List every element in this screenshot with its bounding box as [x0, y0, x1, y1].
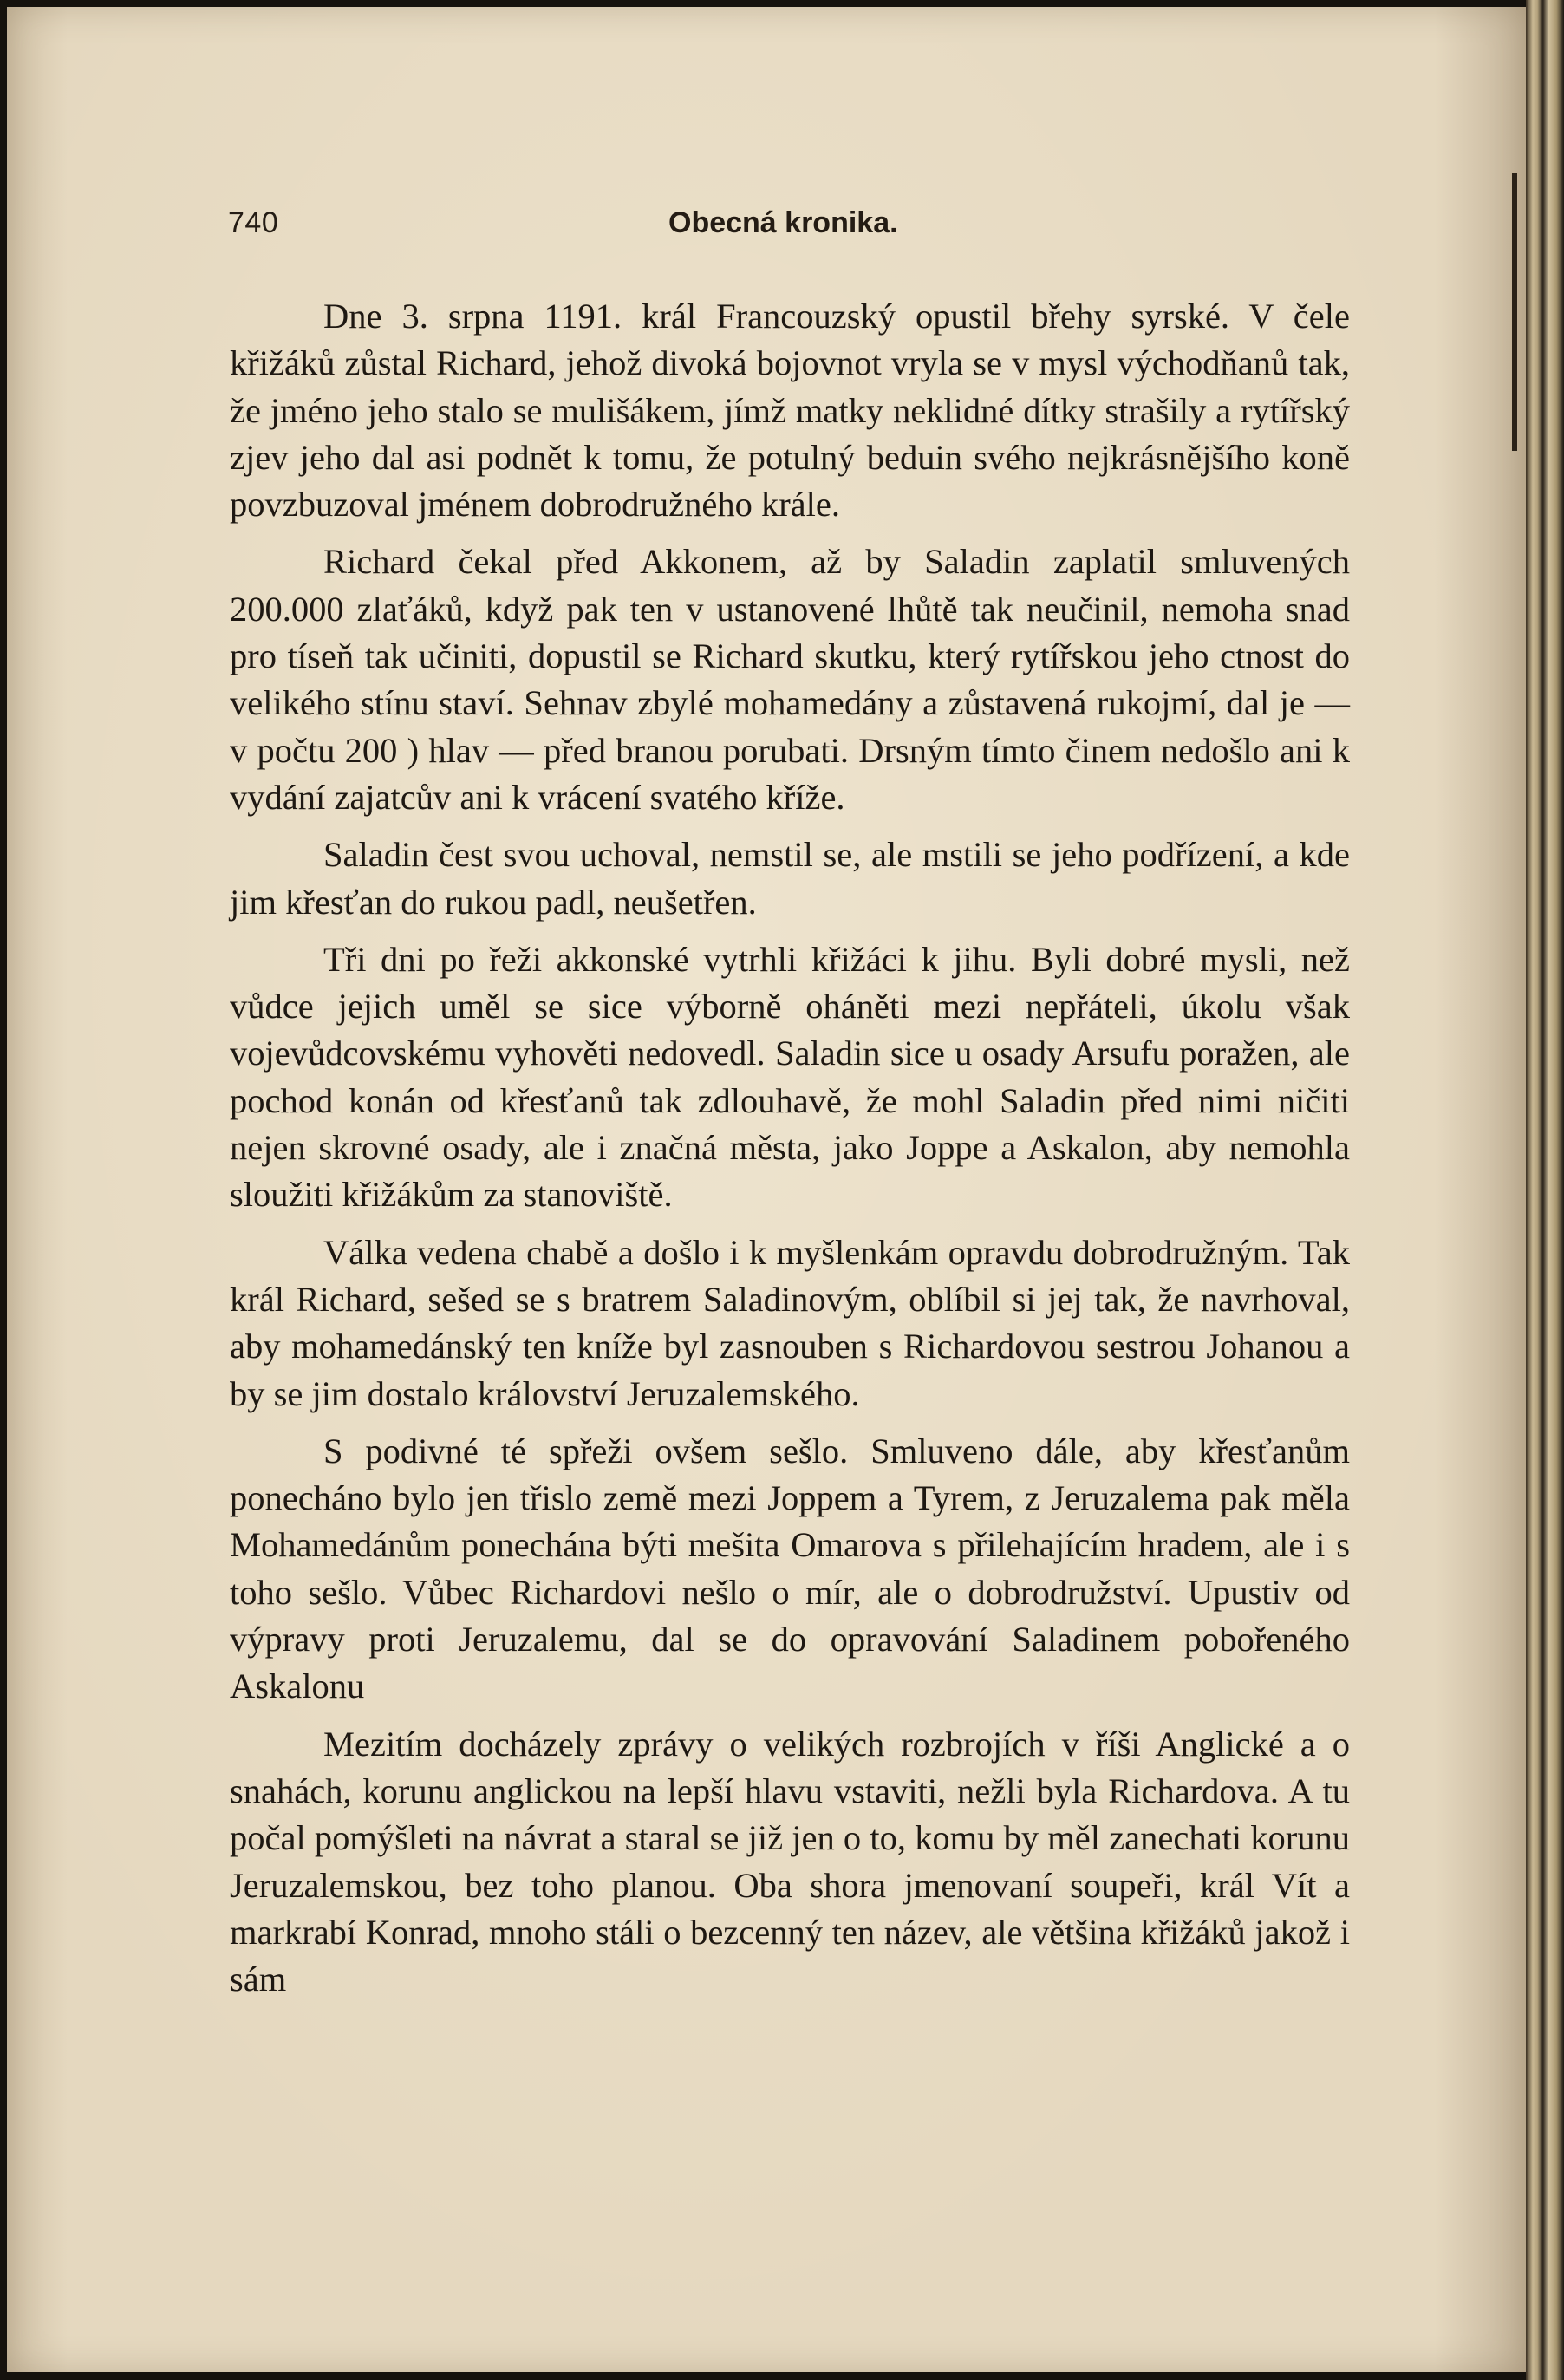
binding-shadow — [1512, 173, 1517, 451]
book-page — [7, 7, 1526, 2372]
body-text — [230, 293, 1350, 2013]
paragraph-6: S podivné té spřeži ovšem sešlo. Smluveno dále, aby křesťanům ponecháno bylo jen třislo země mezi Joppem a Tyrem, z Jeruzalema pak měla Mohamedánům ponechána býti mešita Omarova s přilehajícím hradem, ale i s toho sešlo. Vůbec Richardovi nešlo o mír, ale o dobrodružství. Upustiv od výpravy proti Jeruzalemu, dal se do opravování Saladinem pobořeného Askalonu — [230, 1431, 1350, 1706]
paragraph-3: Saladin čest svou uchoval, nemstil se, ale mstili se jeho podřízení, a kde jim křesťan do rukou padl, neušetřen. — [230, 835, 1350, 922]
page-header — [228, 199, 1355, 245]
page-stack-edge — [1526, 0, 1564, 2380]
paragraph-4: Tři dni po řeži akkonské vytrhli křižáci k jihu. Byli dobré mysli, než vůdce jejich uměl se sice výborně oháněti mezi nepřáteli, úkolu však vojevůdcovskému vyhověti nedovedl. Saladin sice u osady Arsufu poražen, ale pochod konán od křesťanů tak zdlouhavě, že mohl Saladin před nimi ničiti nejen skrovné osady, ale i značná města, jako Joppe a Askalon, aby nemohla sloužiti křižákům za stanoviště. — [230, 939, 1350, 1215]
paragraph-2: Richard čekal před Akkonem, až by Saladin zaplatil smluvených 200.000 zlaťáků, když pak ten v ustanovené lhůtě tak neučinil, nemoha snad pro tíseň tak učiniti, dopustil se Richard skutku, který rytířskou jeho ctnost do velikého stínu staví. Sehnav zbylé mohamedány a zůstavená rukojmí, dal je — v počtu 200 ) hlav — před branou porubati. Drsným tímto činem nedošlo ani k vydání zajatcův ani k vrácení svatého kříže. — [230, 542, 1350, 817]
paragraph-1: Dne 3. srpna 1191. král Francouzský opustil břehy syrské. V čele křižáků zůstal Richard, jehož divoká bojovnot vryla se v mysl východňanů tak, že jméno jeho stalo se mulišákem, jímž matky neklidné dítky strašily a rytířský zjev jeho dal asi podnět k tomu, že potulný beduin svého nejkrásnějšího koně povzbuzoval jménem dobrodružného krále. — [230, 297, 1350, 525]
running-title: Obecná kronika. — [668, 206, 898, 239]
paragraph-5: Válka vedena chabě a došlo i k myšlenkám opravdu dobrodružným. Tak král Richard, sešed se s bratrem Saladinovým, oblíbil si jej tak, že navrhoval, aby mohamedánský ten kníže byl zasnouben s Richardovou sestrou Johanou a by se jim dostalo království Jeruzalemského. — [230, 1232, 1350, 1413]
page-number: 740 — [228, 206, 279, 239]
paragraph-7: Mezitím docházely zprávy o velikých rozbrojích v říši Anglické a o snahách, korunu anglickou na lepší hlavu vstaviti, nežli byla Richardova. A tu počal pomýšleti na návrat a staral se již jen o to, komu by měl zanechati korunu Jeruzalemskou, bez toho planou. Oba shora jmenovaní soupeři, král Vít a markrabí Konrad, mnoho stáli o bezcenný ten název, ale většina křižáků jakož i sám — [230, 1724, 1350, 1999]
